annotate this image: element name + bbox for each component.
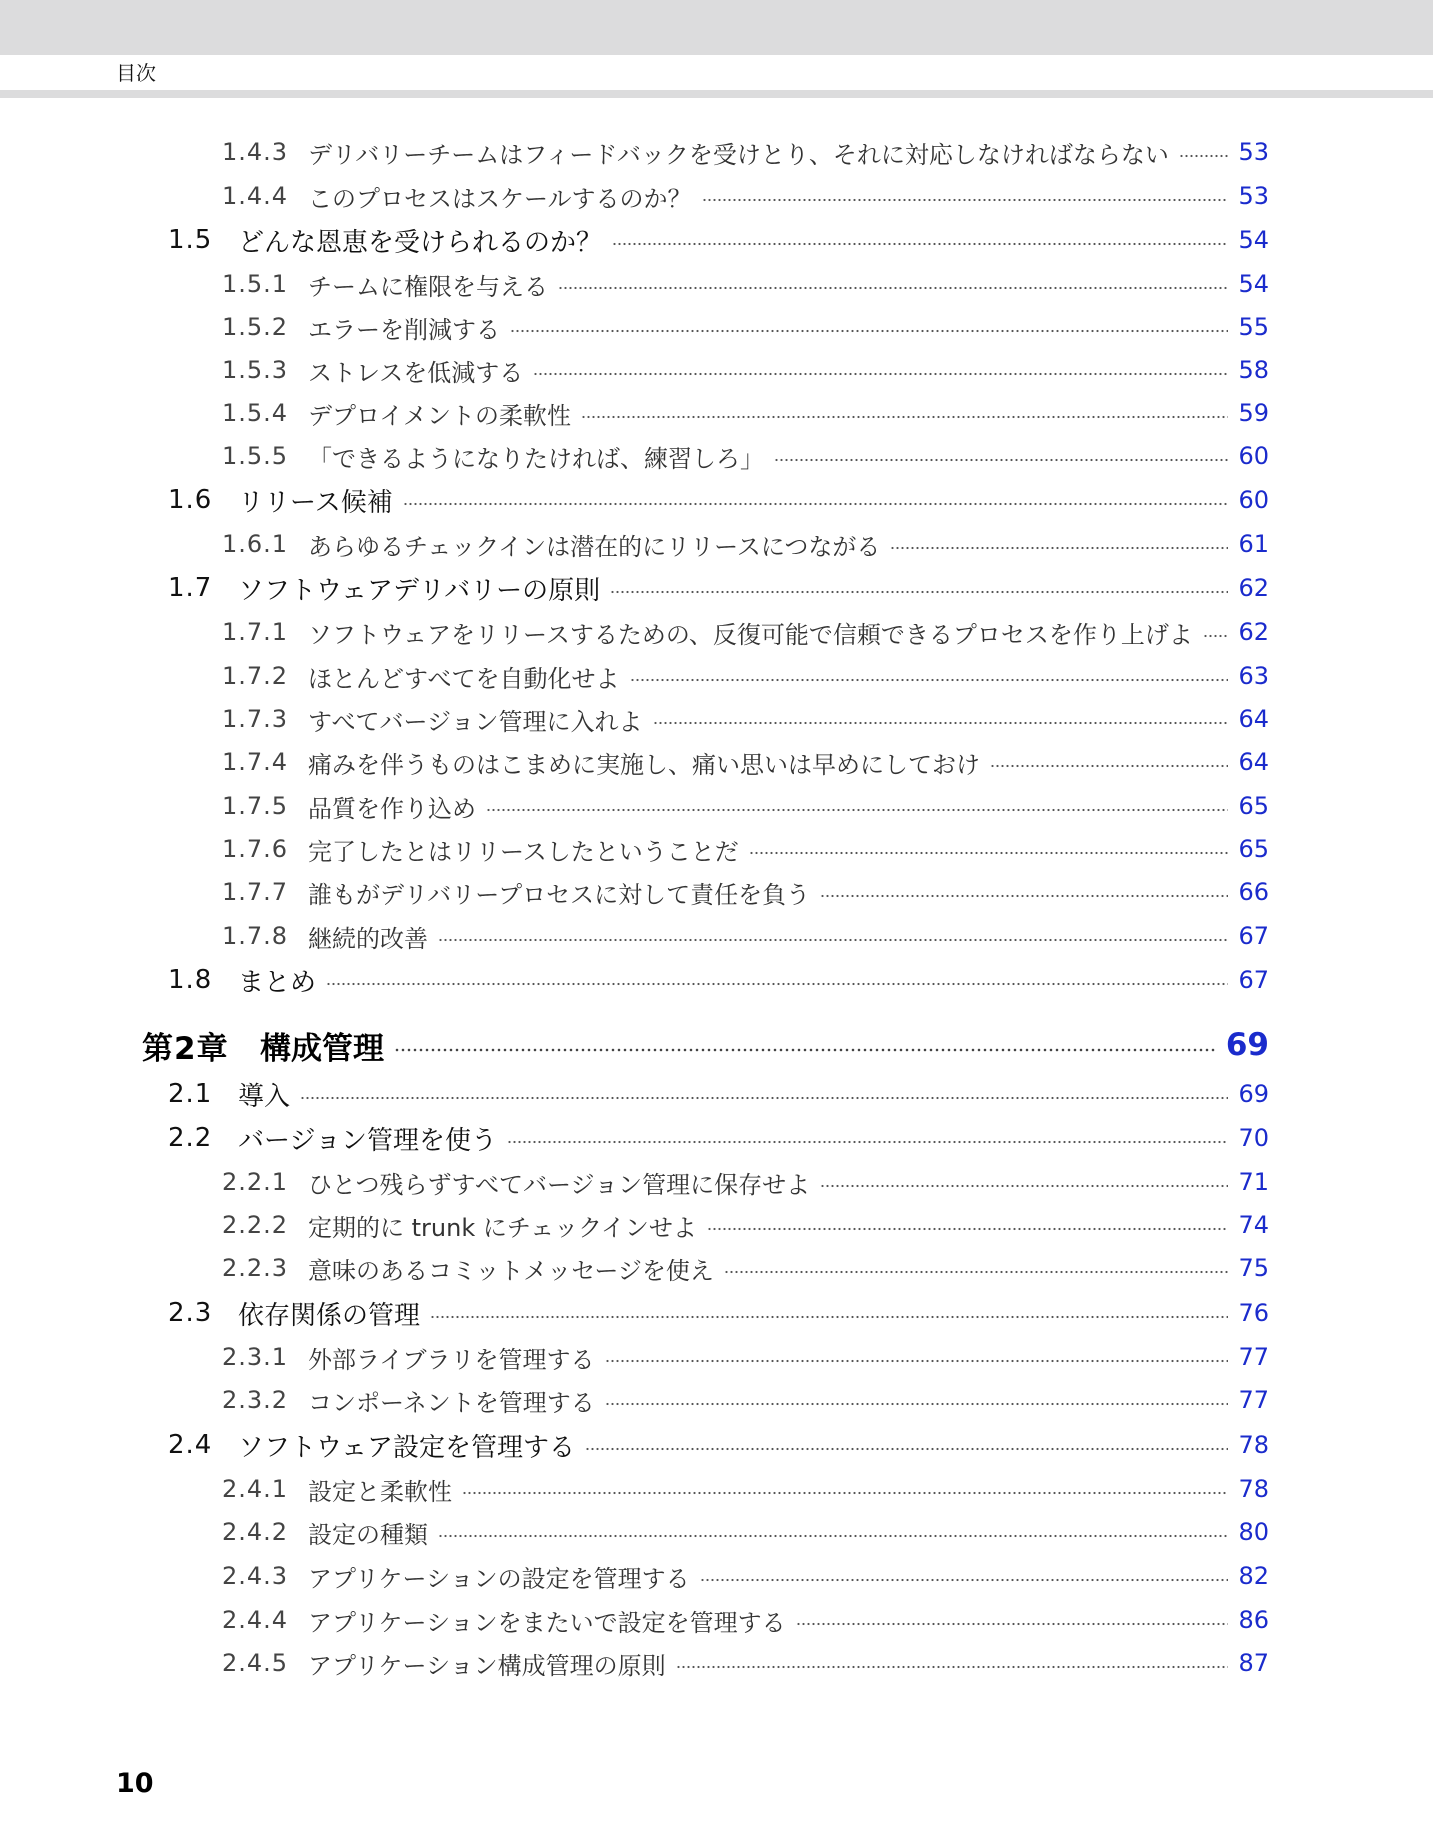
toc-leader-dots [707, 1227, 1229, 1231]
toc-number: 1.7.7 [222, 878, 289, 906]
toc-title: アプリケーションをまたいで設定を管理する [308, 1608, 786, 1637]
toc-title: 外部ライブラリを管理する [308, 1345, 595, 1374]
toc-number: 1.5 [168, 225, 213, 255]
toc-number: 2.3.1 [222, 1343, 289, 1371]
toc-number: 1.7.3 [222, 705, 289, 733]
toc-number: 2.2.2 [222, 1211, 289, 1239]
toc-leader-dots [820, 894, 1228, 898]
toc-title: ソフトウェア設定を管理する [238, 1432, 575, 1463]
toc-title: 依存関係の管理 [238, 1300, 421, 1331]
toc-title: ソフトウェアをリリースするための、反復可能で信頼できるプロセスを作り上げよ [308, 620, 1193, 649]
toc-number: 1.5.3 [222, 356, 289, 384]
toc-title: リリース候補 [238, 487, 393, 518]
toc-number: 1.7.8 [222, 922, 289, 950]
toc-number: 1.5.4 [222, 399, 289, 427]
toc-page-link[interactable]: 87 [1238, 1649, 1269, 1677]
toc-leader-dots [630, 678, 1229, 682]
toc-number: 2.3 [168, 1298, 213, 1328]
toc-page-link[interactable]: 53 [1238, 138, 1269, 166]
toc-title: デリバリーチームはフィードバックを受けとり、それに対応しなければならない [308, 140, 1169, 169]
toc-title: すべてバージョン管理に入れよ [308, 707, 643, 736]
toc-leader-dots [700, 1578, 1229, 1582]
toc-page-link[interactable]: 75 [1238, 1254, 1269, 1282]
toc-section-entry[interactable] [168, 1120, 1269, 1156]
toc-page-link[interactable]: 82 [1238, 1562, 1269, 1590]
toc-title: あらゆるチェックインは潜在的にリリースにつながる [308, 532, 881, 561]
toc-number: 2.3.2 [222, 1386, 289, 1414]
toc-page-link[interactable]: 60 [1238, 442, 1269, 470]
toc-number: 2.4.2 [222, 1518, 289, 1546]
toc-number: 1.5.5 [222, 442, 289, 470]
toc-subsection-entry[interactable] [222, 614, 1269, 650]
toc-leader-dots [820, 1184, 1228, 1188]
toc-number: 1.6.1 [222, 530, 289, 558]
toc-number: 2.4.1 [222, 1475, 289, 1503]
toc-page-link[interactable]: 67 [1238, 966, 1269, 994]
toc-page-link[interactable]: 69 [1238, 1080, 1269, 1108]
toc-leader-dots [749, 851, 1229, 855]
toc-title: 意味のあるコミットメッセージを使え [308, 1256, 714, 1285]
toc-subsection-entry[interactable] [222, 918, 1269, 954]
toc-page-link[interactable]: 80 [1238, 1518, 1269, 1546]
toc-number: 2.4 [168, 1430, 213, 1460]
toc-leader-dots [774, 458, 1228, 462]
toc-page-link[interactable]: 55 [1238, 313, 1269, 341]
toc-page-link[interactable]: 53 [1238, 182, 1269, 210]
toc-number: 1.7.5 [222, 792, 289, 820]
toc-number: 1.6 [168, 485, 213, 515]
toc-leader-dots [1179, 154, 1229, 158]
toc-subsection-entry[interactable] [222, 1514, 1269, 1550]
toc-page-link[interactable]: 67 [1238, 922, 1269, 950]
toc-subsection-entry[interactable] [222, 1339, 1269, 1375]
toc-leader-dots [533, 372, 1228, 376]
toc-leader-dots [430, 1315, 1228, 1319]
toc-title: このプロセスはスケールするのか？ [308, 184, 692, 213]
toc-title: ストレスを低減する [308, 358, 524, 387]
toc-title: エラーを削減する [308, 315, 500, 344]
toc-number: 1.7.4 [222, 748, 289, 776]
toc-page-link[interactable]: 78 [1238, 1431, 1269, 1459]
toc-page-link[interactable]: 78 [1238, 1475, 1269, 1503]
toc-title: ほとんどすべてを自動化せよ [308, 664, 620, 693]
toc-title: 継続的改善 [308, 924, 428, 953]
toc-title: コンポーネントを管理する [308, 1388, 595, 1417]
toc-leader-dots [702, 198, 1229, 202]
toc-title: 痛みを伴うものはこまめに実施し、痛い思いは早めにしておけ [308, 750, 980, 779]
toc-leader-dots [990, 764, 1228, 768]
toc-page-link[interactable]: 65 [1238, 835, 1269, 863]
toc-subsection-entry[interactable] [222, 178, 1269, 214]
toc-page-link[interactable]: 59 [1238, 399, 1269, 427]
toc-leader-dots [1203, 634, 1229, 638]
toc-title: どんな恩恵を受けられるのか？ [238, 227, 603, 258]
toc-page-link[interactable]: 63 [1238, 662, 1269, 690]
toc-subsection-entry[interactable] [222, 831, 1269, 867]
toc-page-link[interactable]: 54 [1238, 270, 1269, 298]
toc-number: 1.7.2 [222, 662, 289, 690]
toc-page-link[interactable]: 70 [1238, 1124, 1269, 1152]
toc-page-link[interactable]: 62 [1238, 574, 1269, 602]
toc-page-link[interactable]: 58 [1238, 356, 1269, 384]
toc-title: 誰もがデリバリープロセスに対して責任を負う [308, 880, 811, 909]
toc-page-link[interactable]: 74 [1238, 1211, 1269, 1239]
toc-title: 設定と柔軟性 [308, 1477, 452, 1506]
toc-subsection-entry[interactable] [222, 1558, 1269, 1594]
toc-number: 2.4.5 [222, 1649, 289, 1677]
toc-section-entry[interactable] [168, 1427, 1269, 1463]
toc-page-link[interactable]: 86 [1238, 1606, 1269, 1634]
toc-leader-dots [585, 1447, 1228, 1451]
toc-leader-dots [438, 938, 1228, 942]
toc-page-link[interactable]: 61 [1238, 530, 1269, 558]
toc-title: ソフトウェアデリバリーの原則 [238, 575, 601, 606]
toc-page-link[interactable]: 69 [1225, 1027, 1269, 1063]
toc-number: 1.5.1 [222, 270, 289, 298]
toc-subsection-entry[interactable] [222, 526, 1269, 562]
toc-number: 2.4.4 [222, 1606, 289, 1634]
toc-subsection-entry[interactable] [222, 744, 1269, 780]
toc-leader-dots [581, 415, 1228, 419]
toc-number: 2.1 [168, 1079, 213, 1109]
toc-title: 定期的に trunk にチェックインせよ [308, 1213, 697, 1242]
toc-number: 2.2 [168, 1123, 213, 1153]
toc-leader-dots [300, 1096, 1228, 1100]
toc-section-entry[interactable] [168, 482, 1269, 518]
toc-number: 1.4.3 [222, 138, 289, 166]
toc-leader-dots [796, 1622, 1229, 1626]
running-header: 目次 [116, 61, 156, 85]
toc-title: 完了したとはリリースしたということだ [308, 837, 739, 866]
toc-section-entry[interactable] [168, 222, 1269, 258]
toc-section-entry[interactable] [168, 962, 1269, 998]
toc-title: ひとつ残らずすべてバージョン管理に保存せよ [308, 1170, 811, 1199]
toc-number: 2.2.1 [222, 1168, 289, 1196]
toc-leader-dots [394, 1048, 1216, 1052]
toc-leader-dots [403, 502, 1229, 506]
toc-leader-dots [724, 1270, 1229, 1274]
toc-subsection-entry[interactable] [222, 1207, 1269, 1243]
toc-title: バージョン管理を使う [238, 1125, 497, 1156]
toc-leader-dots [510, 329, 1228, 333]
toc-section-entry[interactable] [168, 1076, 1269, 1112]
toc-subsection-entry[interactable] [222, 1602, 1269, 1638]
toc-subsection-entry[interactable] [222, 309, 1269, 345]
toc-number: 1.5.2 [222, 313, 289, 341]
toc-page-link[interactable]: 65 [1238, 792, 1269, 820]
toc-page-link[interactable]: 60 [1238, 486, 1269, 514]
toc-leader-dots [612, 242, 1228, 246]
toc-subsection-entry[interactable] [222, 658, 1269, 694]
toc-page-link[interactable]: 54 [1238, 226, 1269, 254]
toc-leader-dots [462, 1491, 1228, 1495]
toc-leader-dots [326, 982, 1228, 986]
toc-number: 1.7.1 [222, 618, 289, 646]
toc-title: アプリケーション構成管理の原則 [308, 1651, 666, 1680]
toc-title: デプロイメントの柔軟性 [308, 401, 572, 430]
toc-page-link[interactable]: 66 [1238, 878, 1269, 906]
toc-page-link[interactable]: 64 [1238, 748, 1269, 776]
toc-leader-dots [653, 721, 1229, 725]
toc-title: アプリケーションの設定を管理する [308, 1564, 690, 1593]
toc-title: 構成管理 [260, 1030, 384, 1067]
toc-title: まとめ [238, 967, 317, 998]
toc-subsection-entry[interactable] [222, 1382, 1269, 1418]
toc-page-link[interactable]: 77 [1238, 1386, 1269, 1414]
toc-number: 1.8 [168, 965, 213, 995]
toc-subsection-entry[interactable] [222, 874, 1269, 910]
toc-subsection-entry[interactable] [222, 701, 1269, 737]
toc-subsection-entry[interactable] [222, 788, 1269, 824]
toc-subsection-entry[interactable] [222, 352, 1269, 388]
toc-page-link[interactable]: 62 [1238, 618, 1269, 646]
toc-section-entry[interactable] [168, 1295, 1269, 1331]
toc-leader-dots [486, 808, 1228, 812]
toc-subsection-entry[interactable] [222, 1471, 1269, 1507]
toc-subsection-entry[interactable] [222, 134, 1269, 170]
page-number: 10 [116, 1768, 154, 1799]
toc-leader-dots [605, 1359, 1229, 1363]
toc-title: 設定の種類 [308, 1520, 428, 1549]
toc-number: 1.7 [168, 573, 213, 603]
toc-leader-dots [890, 546, 1228, 550]
toc-title: 品質を作り込め [308, 794, 476, 823]
toc-leader-dots [610, 590, 1228, 594]
toc-leader-dots [438, 1534, 1228, 1538]
toc-leader-dots [676, 1665, 1229, 1669]
toc-leader-dots [558, 286, 1228, 290]
toc-section-entry[interactable] [168, 570, 1269, 606]
toc-number: 2.2.3 [222, 1254, 289, 1282]
toc-subsection-entry[interactable] [222, 1645, 1269, 1681]
toc-subsection-entry[interactable] [222, 266, 1269, 302]
toc-title: 「できるようになりたければ、練習しろ」 [308, 444, 764, 473]
toc-number: 第2章 [142, 1030, 229, 1067]
toc-title: 導入 [238, 1081, 291, 1112]
toc-number: 1.7.6 [222, 835, 289, 863]
toc-page-link[interactable]: 71 [1238, 1168, 1269, 1196]
toc-page-link[interactable]: 76 [1238, 1299, 1269, 1327]
toc-subsection-entry[interactable] [222, 438, 1269, 474]
toc-page-link[interactable]: 64 [1238, 705, 1269, 733]
toc-subsection-entry[interactable] [222, 1250, 1269, 1286]
toc-number: 1.4.4 [222, 182, 289, 210]
toc-title: チームに権限を与える [308, 272, 548, 301]
toc-leader-dots [605, 1402, 1229, 1406]
toc-subsection-entry[interactable] [222, 395, 1269, 431]
toc-page-link[interactable]: 77 [1238, 1343, 1269, 1371]
toc-leader-dots [507, 1140, 1228, 1144]
toc-subsection-entry[interactable] [222, 1164, 1269, 1200]
toc-chapter-entry[interactable] [142, 1023, 1269, 1067]
toc-number: 2.4.3 [222, 1562, 289, 1590]
